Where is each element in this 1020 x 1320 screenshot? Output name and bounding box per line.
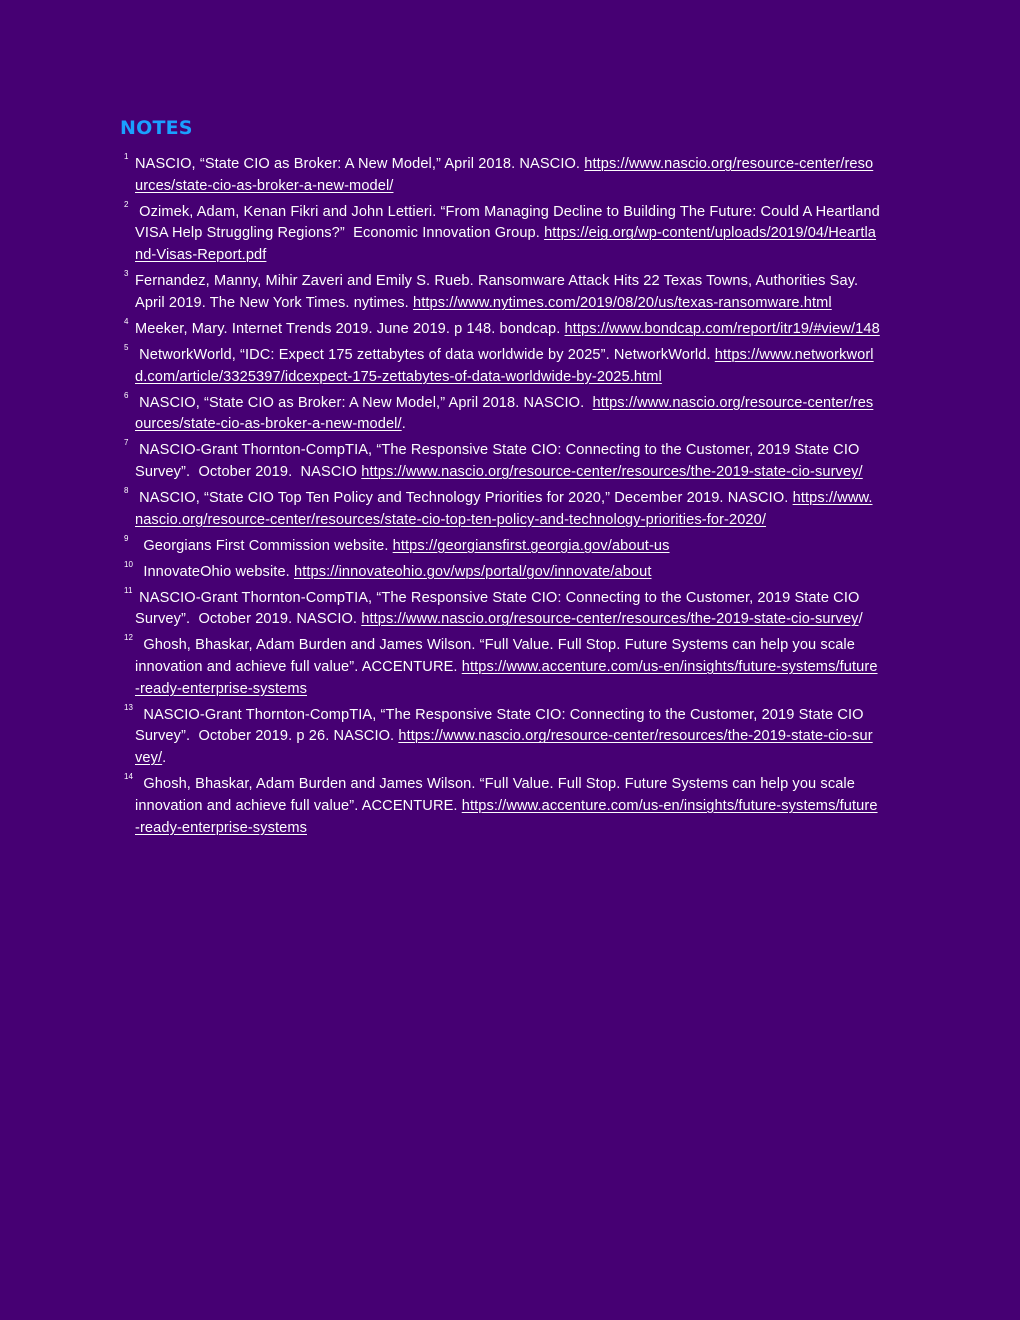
note-number: 8 — [124, 485, 129, 495]
note-text: NASCIO-Grant Thornton-CompTIA, “The Responsive State CIO: Connecting to the Customer, 2019 State CIO Survey”. October 2019. NASCIO. — [135, 589, 864, 628]
note-item — [120, 635, 880, 700]
note-number: 9 — [124, 533, 129, 543]
note-item — [120, 316, 880, 341]
note-link[interactable]: https://www.bondcap.com/report/itr19/#view/148 — [564, 320, 880, 337]
note-link[interactable]: https://www.nascio.org/resource-center/resources/the-2019-state-cio-survey — [361, 611, 859, 628]
note-link[interactable]: https://www.accenture.com/us-en/insights/future-systems/future-ready-enterprise-systems — [135, 659, 878, 697]
note-text: Ghosh, Bhaskar, Adam Burden and James Wilson. “Full Value. Full Stop. Future Systems can help you scale innovation and achieve full value”. ACCENTURE. — [135, 637, 860, 676]
note-text: NASCIO-Grant Thornton-CompTIA, “The Responsive State CIO: Connecting to the Customer, 2019 State CIO Survey”. October 2019. p 26. NASCIO. — [135, 706, 868, 745]
note-item — [120, 440, 880, 483]
note-text: Ozimek, Adam, Kenan Fikri and John Lettieri. “From Managing Decline to Building The Future: Could A Heartland VISA Help Struggling Regions?” Economic Innovation Group. — [135, 203, 884, 242]
note-item — [120, 533, 880, 558]
note-link[interactable]: https://www.networkworld.com/article/3325397/idcexpect-175-zettabytes-of-data-worldwide-by-2025.html — [135, 346, 874, 385]
notes-page — [120, 116, 884, 844]
note-link[interactable]: https://www.nytimes.com/2019/08/20/us/texas-ransomware.html — [413, 294, 832, 311]
note-text: InnovateOhio website. — [135, 563, 294, 580]
note-link[interactable]: https://innovateohio.gov/wps/portal/gov/innovate/about — [293, 563, 652, 580]
note-text: NASCIO, “State CIO Top Ten Policy and Technology Priorities for 2020,” December 2019. NASCIO. — [135, 489, 793, 506]
note-text: Fernandez, Manny, Mihir Zaveri and Emily S. Rueb. Ransomware Attack Hits 22 Texas Towns, Authorities Say. April 2019. The New York Times. nytimes. — [135, 273, 866, 311]
note-number: 11 — [124, 585, 133, 595]
note-item — [120, 559, 880, 584]
note-trailing-text: . — [162, 750, 167, 767]
note-link[interactable]: https://eig.org/wp-content/uploads/2019/04/Heartland-Visas-Report.pdf — [135, 225, 877, 264]
note-number: 4 — [124, 316, 129, 326]
note-link[interactable]: https://www.nascio.org/resource-center/resources/state-cio-as-broker-a-new-model/ — [135, 394, 874, 433]
note-text: NetworkWorld, “IDC: Expect 175 zettabytes of data worldwide by 2025”. NetworkWorld. — [135, 346, 715, 363]
note-text: NASCIO-Grant Thornton-CompTIA, “The Responsive State CIO: Connecting to the Customer, 2019 State CIO Survey”. October 2019. NASCIO — [135, 442, 864, 480]
note-item — [120, 485, 880, 531]
note-text: NASCIO, “State CIO as Broker: A New Model,” April 2018. NASCIO. — [135, 156, 585, 172]
notes-list — [120, 152, 884, 839]
note-number: 7 — [124, 438, 129, 448]
note-item — [120, 390, 880, 436]
note-number: 5 — [124, 342, 129, 352]
note-link[interactable]: https://www.nascio.org/resource-center/resources/state-cio-as-broker-a-new-model/ — [135, 156, 874, 194]
note-item — [120, 271, 880, 314]
note-item — [120, 342, 880, 388]
note-link[interactable]: https://georgiansfirst.georgia.gov/about-us — [392, 537, 670, 554]
note-number: 14 — [124, 772, 134, 782]
note-trailing-text: . — [401, 416, 406, 433]
note-link[interactable]: https://www.nascio.org/resource-center/resources/the-2019-state-cio-survey/ — [135, 728, 873, 767]
note-item — [120, 702, 880, 770]
note-item — [120, 585, 880, 631]
note-number: 1 — [124, 152, 129, 161]
note-link[interactable]: https://www.nascio.org/resource-center/resources/state-cio-top-ten-policy-and-technology-priorities-for-2020/ — [135, 489, 873, 528]
note-item — [120, 774, 880, 839]
note-link[interactable]: https://www.nascio.org/resource-center/resources/the-2019-state-cio-survey/ — [361, 463, 863, 480]
note-text: Georgians First Commission website. — [135, 537, 393, 554]
note-number: 6 — [124, 390, 129, 400]
note-number: 3 — [124, 269, 129, 279]
note-number: 12 — [124, 633, 134, 643]
note-text: Ghosh, Bhaskar, Adam Burden and James Wilson. “Full Value. Full Stop. Future Systems can help you scale innovation and achieve full value”. ACCENTURE. — [135, 776, 860, 814]
note-item — [120, 199, 884, 267]
note-item — [120, 154, 880, 197]
note-text: Meeker, Mary. Internet Trends 2019. June 2019. p 148. bondcap. — [135, 320, 565, 337]
note-number: 13 — [124, 702, 134, 712]
notes-heading: NOTES — [120, 117, 193, 139]
note-link[interactable]: https://www.accenture.com/us-en/insights/future-systems/future-ready-enterprise-systems — [135, 797, 878, 836]
note-number: 10 — [124, 559, 134, 569]
note-text: NASCIO, “State CIO as Broker: A New Model,” April 2018. NASCIO. — [135, 394, 593, 411]
note-number: 2 — [124, 199, 129, 209]
note-trailing-text: / — [858, 611, 863, 628]
